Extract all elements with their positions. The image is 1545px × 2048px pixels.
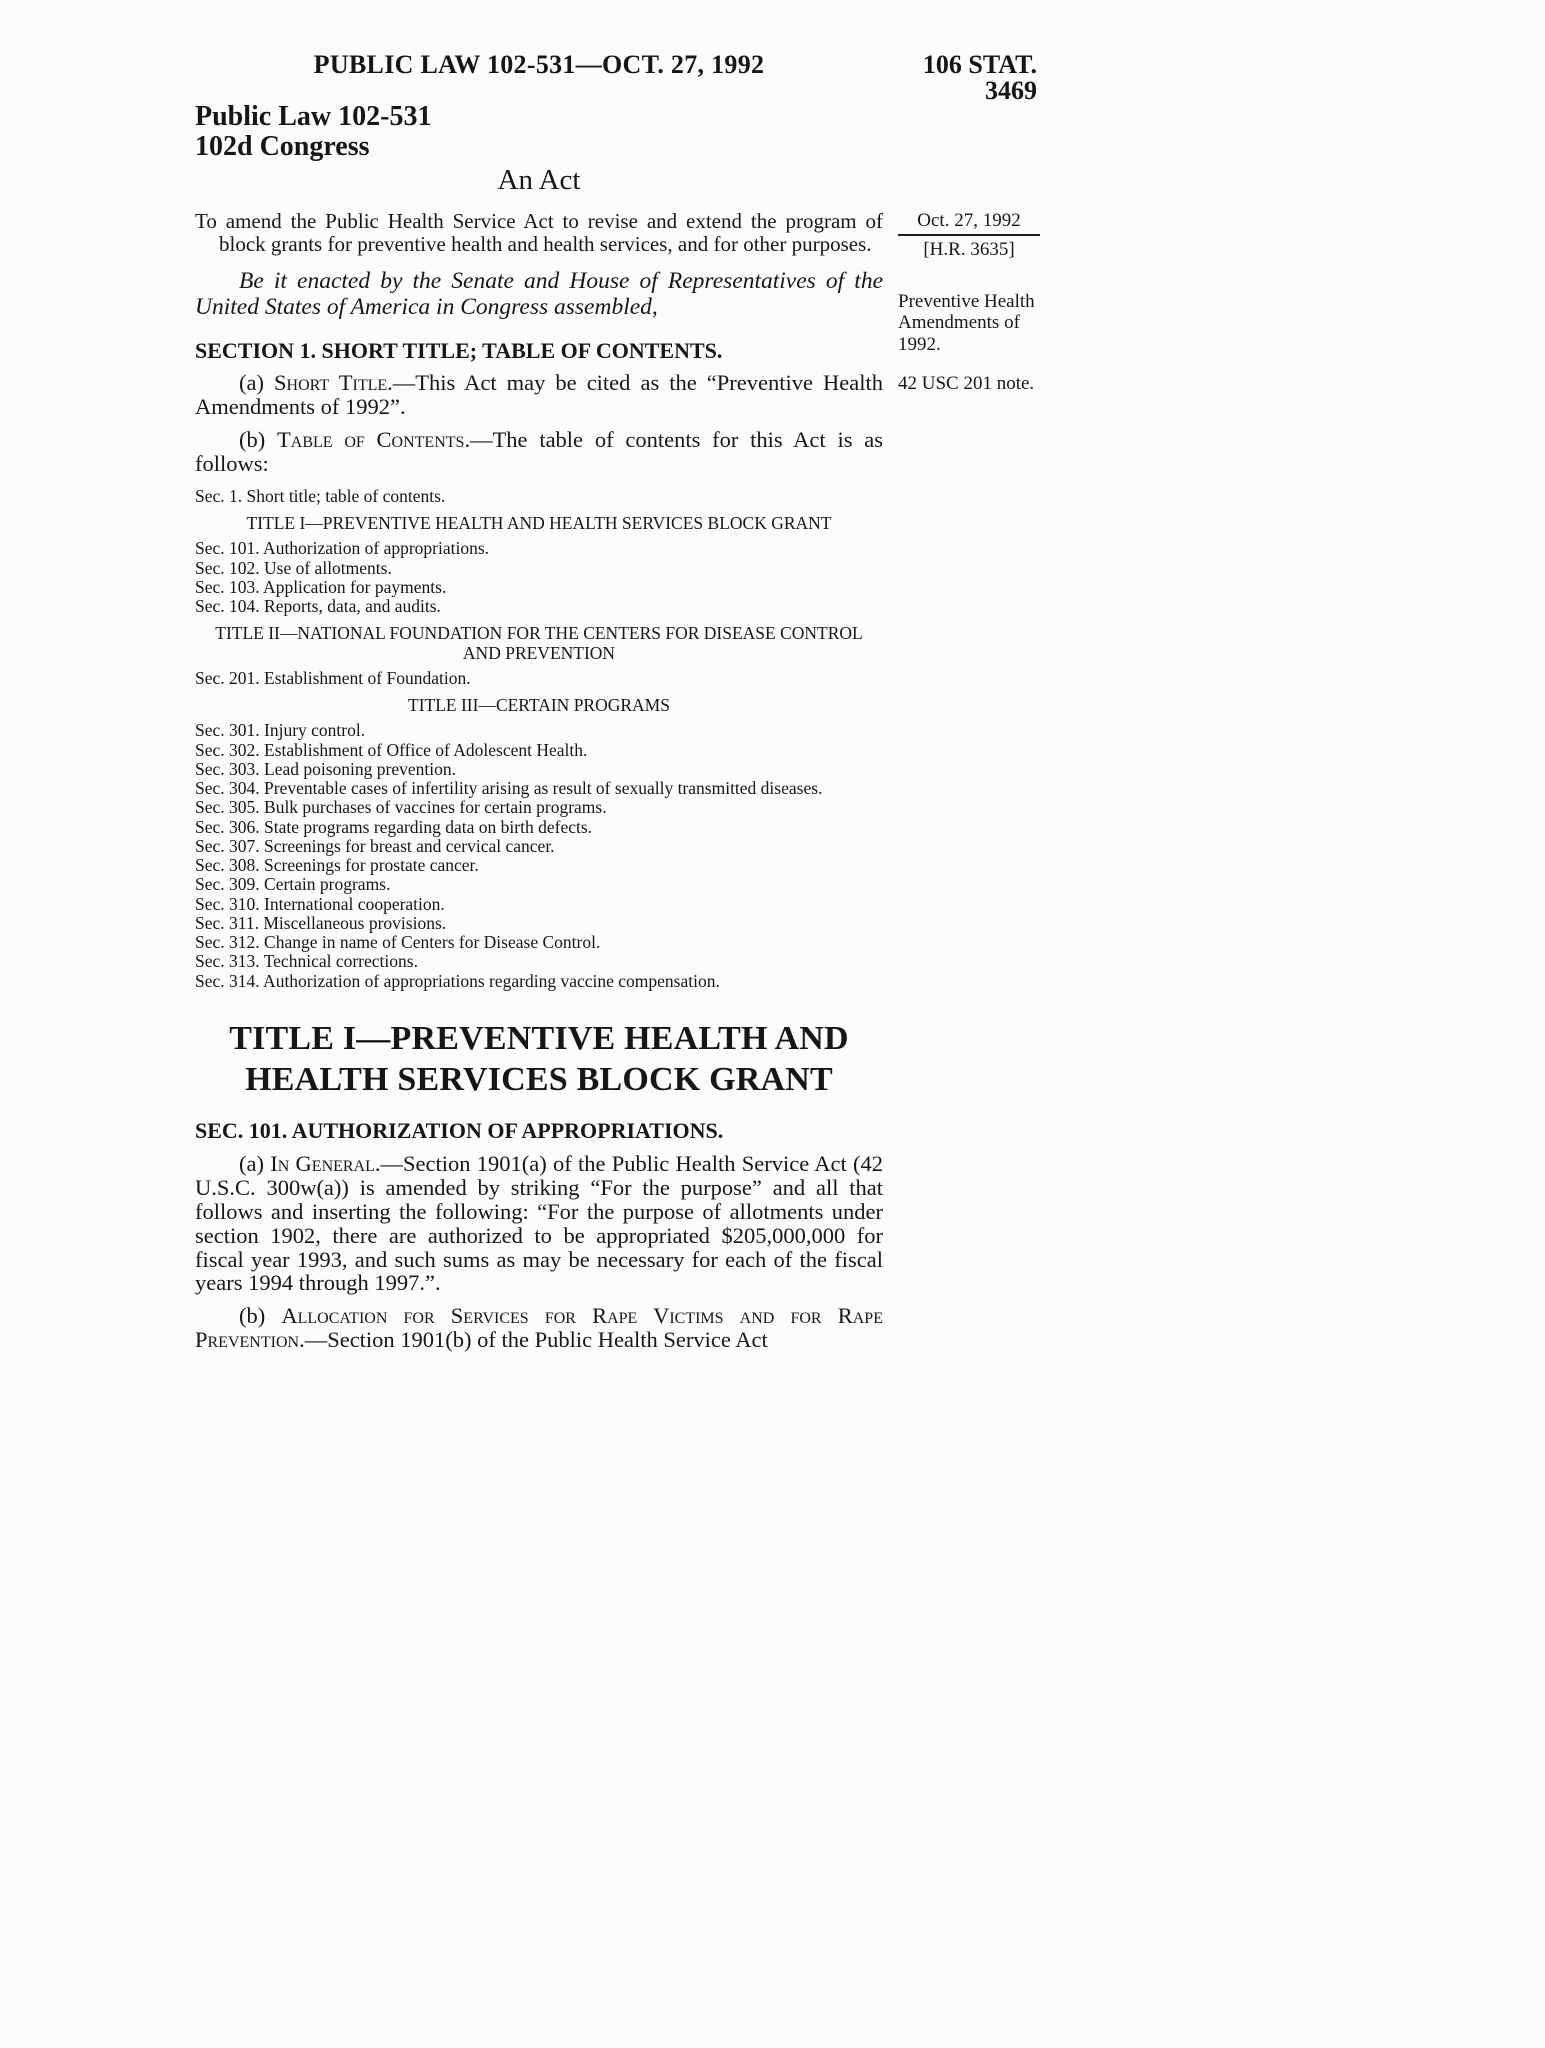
toc-entry-sec: Sec. 308. Screenings for prostate cancer. [195,855,479,876]
toc-entry-sec: Sec. 102. Use of allotments. [195,557,392,578]
title-1-heading [195,1019,883,1101]
toc-entry-sec: Sec. 313. Technical corrections. [195,951,418,972]
title-1-heading-line-1: TITLE I—PREVENTIVE HEALTH AND [229,1019,849,1057]
toc-entry-sec: Sec. 301. Injury control. [195,720,366,741]
sec-101-para-b: (b) Allocation for Services for Rape Victims and for Rape Prevention.—Section 1901(b) of the Public Health Service Act [195,1303,883,1353]
toc-entry-sec: Sec. 310. International cooperation. [195,893,445,914]
toc-entry-sec: Sec. 312. Change in name of Centers for Disease Control. [195,932,601,953]
margin-note-usc: 42 USC 201 note. [898,373,1035,394]
toc-entry-sec: Sec. 307. Screenings for breast and cervical cancer. [195,835,555,856]
section-1-para-b: (b) Table of Contents.—The table of contents for this Act is as follows: [195,427,883,476]
margin-note-short-title: Preventive Health Amendments of 1992. [898,291,1035,355]
title-1-heading-line-2: HEALTH SERVICES BLOCK GRANT [245,1060,833,1098]
toc-entry-title: TITLE II—NATIONAL FOUNDATION FOR THE CENTERS FOR DISEASE CONTROL AND PREVENTION [215,623,863,663]
toc-entry-sec: Sec. 104. Reports, data, and audits. [195,596,441,617]
toc-entry-sec: Sec. 302. Establishment of Office of Adolescent Health. [195,739,588,760]
bill-number: [H.R. 3635] [923,239,1015,261]
toc-entry-sec: Sec. 103. Application for payments. [195,576,447,597]
running-head [195,52,1037,104]
toc-entry-sec: Sec. 101. Authorization of appropriations. [195,538,490,559]
section-1-para-a: (a) Short Title.—This Act may be cited as the “Preventive Health Amendments of 1992”. [195,370,884,420]
stat-page-number: 106 STAT. 3469 [922,50,1037,105]
enactment-date: Oct. 27, 1992 [898,210,1040,236]
main-text-column [195,102,883,1352]
toc-entry-sec: Sec. 311. Miscellaneous provisions. [195,912,447,933]
toc-entry-sec: Sec. 304. Preventable cases of infertility arising as result of sexually transmitted diseases. [195,778,823,799]
toc-entry-sec: Sec. 309. Certain programs. [195,874,391,895]
table-of-contents [195,487,883,991]
section-1-heading: SECTION 1. SHORT TITLE; TABLE OF CONTENTS. [195,337,723,363]
toc-entry-sec: Sec. 201. Establishment of Foundation. [195,667,471,688]
sec-101-para-a: (a) In General.—Section 1901(a) of the Public Health Service Act (42 U.S.C. 300w(a)) is amended by striking “For the purpose” and all that follows and inserting the following: “For the purpose of allotments under section 1902, there are authorized to be appropriated $205,000,000 for fiscal year 1993, and such sums as may be necessary for each of the fiscal years 1994 through 1997.”. [195,1151,883,1296]
running-head-title: PUBLIC LAW 102-531—OCT. 27, 1992 [313,50,765,79]
toc-entry-sec: Sec. 303. Lead poisoning prevention. [195,758,456,779]
enacting-clause: Be it enacted by the Senate and House of Representatives of the United States of America in Congress assembled, [195,268,883,320]
toc-entry-sec: Sec. 305. Bulk purchases of vaccines for certain programs. [195,797,607,818]
toc-entry-title: TITLE I—PREVENTIVE HEALTH AND HEALTH SERVICES BLOCK GRANT [246,513,832,534]
margin-note-date [898,210,1040,261]
toc-entry-sec: Sec. 306. State programs regarding data on birth defects. [195,816,593,837]
preamble: To amend the Public Health Service Act to revise and extend the program of block grants for preventive health and health services, and for other purposes. [195,209,883,257]
toc-entry-sec: Sec. 1. Short title; table of contents. [195,485,446,506]
toc-entry-sec: Sec. 314. Authorization of appropriations regarding vaccine compensation. [195,970,720,991]
sec-101-heading: SEC. 101. AUTHORIZATION OF APPROPRIATIONS. [195,1118,724,1144]
congress-label: 102d Congress [195,130,370,162]
law-number: Public Law 102-531 [195,101,432,132]
act-label: An Act [497,164,581,197]
toc-entry-title: TITLE III—CERTAIN PROGRAMS [408,695,670,716]
